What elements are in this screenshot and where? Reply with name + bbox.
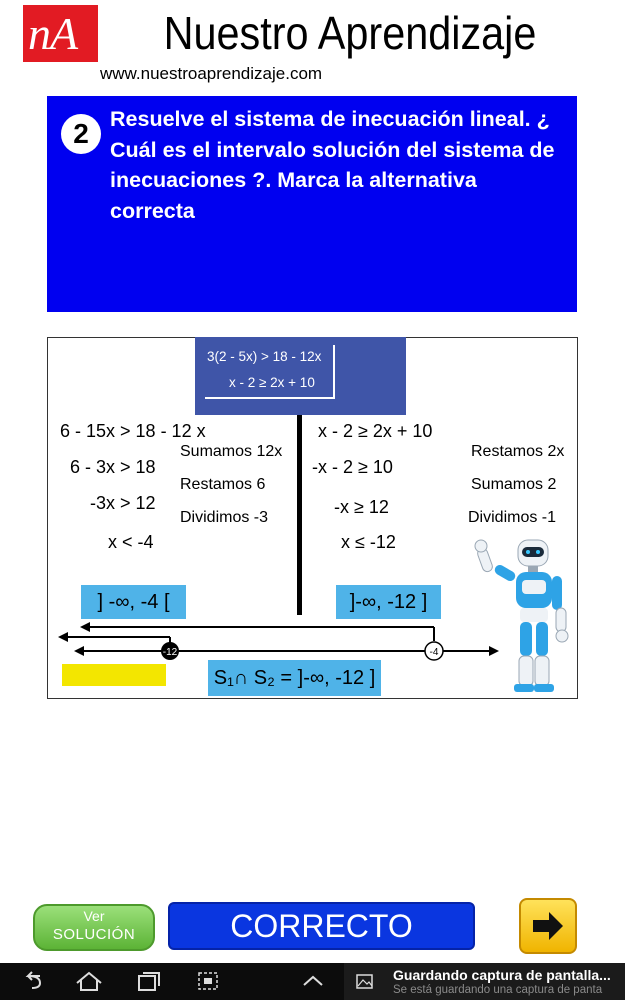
back-icon[interactable] [18,963,48,1000]
right-step: x ≤ -12 [341,532,396,552]
next-button[interactable] [519,898,577,954]
right-note: Dividimos -1 [468,509,557,526]
left-note: Sumamos 12x [180,443,283,460]
intersection-result: S₁∩ S₂ = ]-∞, -12 ] [208,660,381,696]
recent-apps-icon[interactable] [133,963,163,1000]
right-note: Sumamos 2 [471,476,557,493]
solution-panel [47,337,578,699]
question-box [47,96,577,312]
system-underline [205,397,335,399]
system-navigation-bar [0,963,625,1000]
view-solution-label-2: SOLUCIÓN [52,926,136,943]
left-step: 6 - 15x > 18 - 12 x [60,421,206,441]
left-step: x < -4 [108,532,154,552]
yellow-bar [62,664,166,686]
left-note: Dividimos -3 [180,509,269,526]
logo-text: nA [28,8,78,59]
right-note: Restamos 2x [471,443,565,460]
left-step: 6 - 3x > 18 [70,457,156,477]
logo [23,5,98,62]
view-solution-button[interactable] [33,904,155,951]
robot-icon [475,540,568,692]
system-box [195,337,406,415]
image-icon [354,963,376,1000]
page-title: Nuestro Aprendizaje [163,7,537,59]
chevron-up-icon[interactable] [298,963,328,1000]
left-step: -3x > 12 [90,493,156,513]
screenshot-icon[interactable] [193,963,223,1000]
correct-status-button[interactable]: CORRECTO [168,902,475,950]
right-step: x - 2 ≥ 2x + 10 [318,421,433,441]
site-url: www.nuestroaprendizaje.com [100,64,323,83]
view-solution-label-1: Ver [83,908,105,924]
question-text: Resuelve el sistema de inecuación lineal. ¿ Cuál es el intervalo solución del sistema de inecuaciones ?. Marca la alternativa correcta [110,107,555,223]
home-icon[interactable] [72,963,106,1000]
notification-title: Guardando captura de pantalla... [393,967,611,983]
system-bracket [333,345,335,399]
left-note: Restamos 6 [180,476,266,493]
point-label: -4 [429,647,439,658]
arrow-right-icon [521,900,575,952]
column-divider [297,415,302,615]
question-number: 2 [61,114,101,154]
right-step: -x ≥ 12 [334,497,389,517]
system-inequality-2: x - 2 ≥ 2x + 10 [229,375,315,390]
point-label: -12 [162,647,178,658]
interval-solution-2: ]-∞, -12 ] [336,585,441,619]
right-step: -x - 2 ≥ 10 [312,457,393,477]
interval-solution-1: ] -∞, -4 [ [81,585,186,619]
system-inequality-1: 3(2 - 5x) > 18 - 12x [207,349,322,364]
robot-illustration [472,538,578,696]
notification-subtitle: Se está guardando una captura de panta [393,984,603,996]
